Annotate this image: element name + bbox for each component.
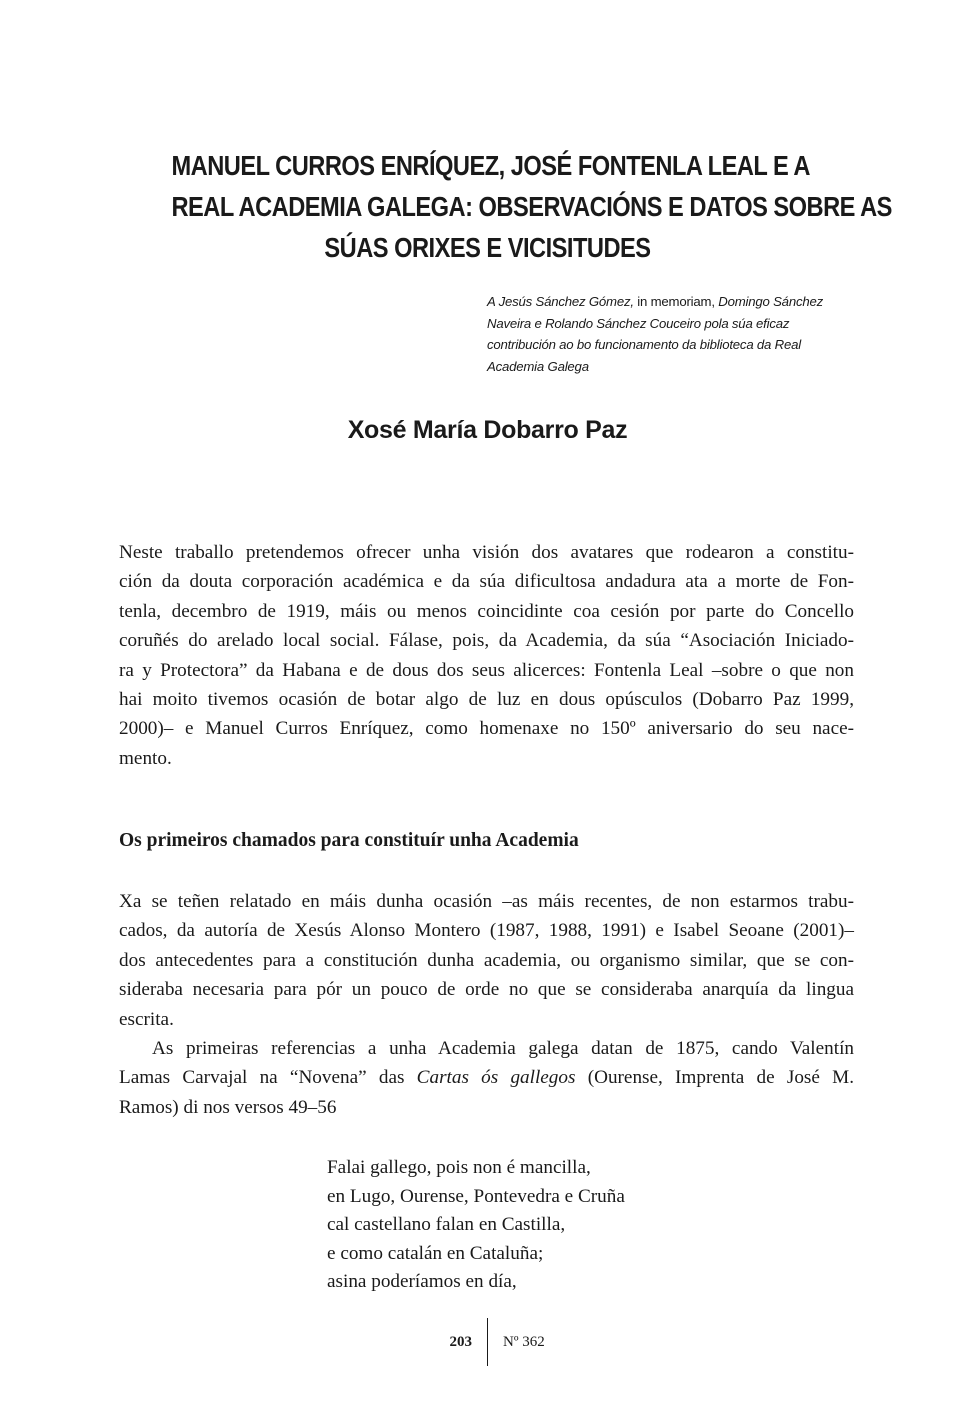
verse-quote <box>327 1154 625 1297</box>
paragraph-line: escrita. <box>119 1008 174 1030</box>
abstract-line: Neste traballo pretendemos ofrecer unha visión dos avatares que rodearon a constitu- <box>119 542 854 563</box>
verse-line: asina poderíamos en día, <box>327 1271 517 1292</box>
body-paragraph <box>119 1034 854 1122</box>
verse-line: cal castellano falan en Castilla, <box>327 1214 566 1235</box>
paragraph-line: As primeiras referencias a unha Academia galega datan de 1875, cando Valentín <box>152 1038 854 1059</box>
dedication-line: contribución ao bo funcionamento da biblioteca da Real <box>487 337 801 352</box>
issue-number: Nº 362 <box>503 1334 545 1350</box>
paragraph-line <box>119 1063 854 1092</box>
dedication-in-memoriam: in memoriam, <box>633 294 719 309</box>
book-title: Cartas ós gallegos <box>416 1067 576 1089</box>
title-line: MANUEL CURROS ENRÍQUEZ, JOSÉ FONTENLA LEAL E A <box>171 150 810 181</box>
dedication-line <box>487 291 857 313</box>
title-line: REAL ACADEMIA GALEGA: OBSERVACIÓNS E DATOS SOBRE AS <box>171 191 892 222</box>
verse-line: en Lugo, Ourense, Pontevedra e Cruña <box>327 1185 625 1207</box>
dedication-line: Naveira e Rolando Sánchez Couceiro pola súa eficaz <box>487 315 790 331</box>
dedication <box>487 291 857 377</box>
dedication-name: A Jesús Sánchez Gómez, <box>487 294 634 309</box>
dedication-name: Domingo Sánchez <box>718 294 824 309</box>
dedication-line: Academia Galega <box>487 358 589 374</box>
text-run: (Ourense, Imprenta de José M. <box>575 1067 854 1089</box>
section-heading: Os primeiros chamados para constituír unha Academia <box>119 830 579 851</box>
paragraph-line: sideraba necesaria para pór un pouco de orde no que se consideraba anarquía da lingua <box>119 979 854 1001</box>
title-line: SÚAS ORIXES E VICISITUDES <box>324 232 651 263</box>
paragraph-line: dos antecedentes para a constitución dunha academia, ou organismo similar, que se con- <box>119 949 854 971</box>
abstract <box>119 538 854 773</box>
article-title <box>171 145 892 268</box>
abstract-line: coruñés do arelado local social. Fálase, pois, da Academia, da súa “Asociación Iniciado- <box>119 630 854 652</box>
paragraph-line: Xa se teñen relatado en máis dunha ocasión –as máis recentes, de non estarmos trabu- <box>119 891 854 912</box>
footer-divider <box>487 1318 488 1366</box>
page-number: 203 <box>449 1334 472 1350</box>
verse-line: e como catalán en Cataluña; <box>327 1242 544 1264</box>
abstract-line: 2000)– e Manuel Curros Enríquez, como homenaxe no 150º aniversario do seu nace- <box>119 718 854 740</box>
abstract-line: hai moito tivemos ocasión de botar algo de luz en dous opúsculos (Dobarro Paz 1999, <box>119 689 854 711</box>
abstract-line: mento. <box>119 747 172 769</box>
verse-line: Falai gallego, pois non é mancilla, <box>327 1157 591 1178</box>
paragraph-line: cados, da autoría de Xesús Alonso Montero (1987, 1988, 1991) e Isabel Seoane (2001)– <box>119 920 854 942</box>
body-paragraph <box>119 887 854 1034</box>
abstract-line: tenla, decembro de 1919, máis ou menos coincidinte coa cesión por parte do Concello <box>119 600 854 622</box>
author-name: Xosé María Dobarro Paz <box>347 416 628 444</box>
text-run: Lamas Carvajal na “Novena” das <box>119 1067 417 1089</box>
abstract-line: ción da douta corporación académica e da súa dificultosa andadura ata a morte de Fon- <box>119 571 854 593</box>
paragraph-line: Ramos) di nos versos 49–56 <box>119 1096 337 1118</box>
abstract-line: ra y Protectora” da Habana e de dous dos seus alicerces: Fontenla Leal –sobre o que non <box>119 659 854 681</box>
